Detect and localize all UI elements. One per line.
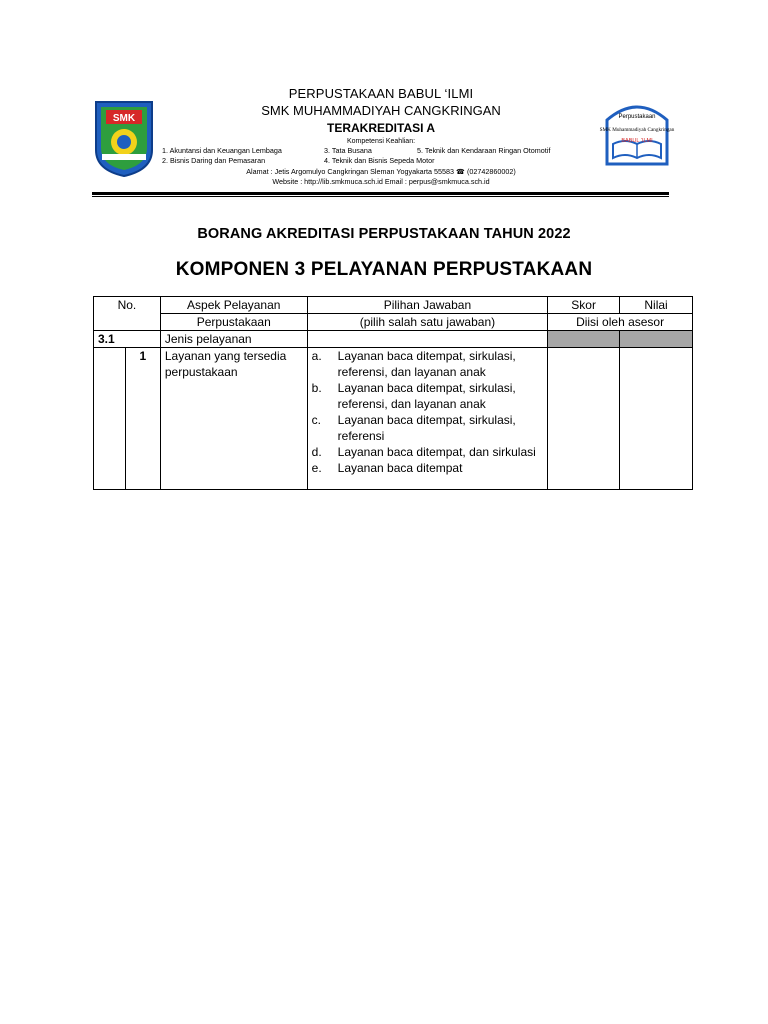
header-aspek-sub: Perpustakaan: [160, 314, 307, 331]
letterhead-text: [156, 86, 606, 187]
library-logo-mid: SMK Muhammadiyah Cangkringan: [599, 127, 675, 133]
header-no: No.: [94, 297, 161, 331]
option-a[interactable]: [312, 348, 544, 380]
kompetensi-item: 5. Teknik dan Kendaraan Ringan Otomotif: [417, 146, 551, 155]
item-indent-cell: [94, 348, 126, 490]
section-nilai-shaded: [620, 331, 693, 348]
kompetensi-item: 3. Tata Busana: [324, 146, 372, 155]
header-skor: Skor: [548, 297, 620, 314]
library-logo-icon: [599, 98, 675, 168]
option-text: Layanan baca ditempat, sirkulasi, referensi, dan layanan anak: [337, 381, 516, 411]
school-name: SMK MUHAMMADIYAH CANGKRINGAN: [261, 103, 501, 118]
header-aspek: Aspek Pelayanan: [160, 297, 307, 314]
smk-logo-icon: [92, 98, 156, 178]
option-text: Layanan baca ditempat: [337, 461, 463, 475]
item-row: [94, 348, 693, 490]
website-email: Website : http://lib.smkmuca.sch.id Email : perpus@smkmuca.sch.id: [272, 177, 490, 186]
component-title: KOMPONEN 3 PELAYANAN PERPUSTAKAAN: [175, 259, 593, 280]
section-label: Jenis pelayanan: [160, 331, 307, 348]
letterhead-rule-thin: [92, 196, 669, 197]
options-list: [312, 348, 544, 476]
item-skor-cell[interactable]: [548, 348, 620, 490]
option-letter: d.: [311, 445, 322, 459]
kompetensi-title: Kompetensi Keahlian:: [346, 138, 416, 145]
section-number: 3.1: [94, 331, 161, 348]
assessment-table: [93, 296, 693, 490]
kompetensi-item: 4. Teknik dan Bisnis Sepeda Motor: [324, 156, 435, 165]
letterhead: [92, 86, 675, 186]
item-number: 1: [125, 348, 160, 490]
form-title: BORANG AKREDITASI PERPUSTAKAAN TAHUN 2022: [197, 226, 571, 242]
library-logo-bottom: BABUL ‘ILMI: [621, 138, 653, 144]
address: Alamat : Jetis Argomulyo Cangkringan Sleman Yogyakarta 55583 ☎ (02742860002): [246, 167, 516, 176]
table-header-row-1: [94, 297, 693, 314]
kompetensi-item: 2. Bisnis Daring dan Pemasaran: [162, 156, 266, 165]
item-aspek: Layanan yang tersedia perpustakaan: [160, 348, 307, 490]
section-skor-shaded: [548, 331, 620, 348]
item-nilai-cell[interactable]: [620, 348, 693, 490]
section-empty-cell: [307, 331, 548, 348]
item-options: [307, 348, 548, 490]
kompetensi-row-2: [156, 156, 606, 166]
option-text: Layanan baca ditempat, sirkulasi, referensi, dan layanan anak: [337, 349, 516, 379]
section-row: [94, 331, 693, 348]
library-name: PERPUSTAKAAN BABUL ‘ILMI: [288, 86, 474, 101]
header-pilihan: Pilihan Jawaban: [307, 297, 548, 314]
kompetensi-row-1: [156, 146, 606, 156]
smk-logo-text: SMK: [112, 113, 136, 124]
option-d[interactable]: [312, 444, 544, 460]
accreditation-status: TERAKREDITASI A: [327, 121, 435, 135]
option-letter: a.: [311, 349, 322, 363]
option-text: Layanan baca ditempat, dan sirkulasi: [337, 445, 536, 459]
option-b[interactable]: [312, 380, 544, 412]
option-letter: b.: [311, 381, 322, 395]
asesor-note: Diisi oleh asesor: [548, 314, 693, 331]
kompetensi-item: 1. Akuntansi dan Keuangan Lembaga: [162, 146, 282, 155]
header-pilihan-sub: (pilih salah satu jawaban): [307, 314, 548, 331]
header-nilai: Nilai: [620, 297, 693, 314]
option-text: Layanan baca ditempat, sirkulasi, referensi: [337, 413, 516, 443]
option-c[interactable]: [312, 412, 544, 444]
option-letter: c.: [311, 413, 321, 427]
table-header-row-2: [94, 314, 693, 331]
library-logo-top: Perpustakaan: [618, 114, 656, 120]
option-letter: e.: [311, 461, 322, 475]
option-e[interactable]: [312, 460, 544, 476]
letterhead-rule-thick: [92, 192, 669, 195]
